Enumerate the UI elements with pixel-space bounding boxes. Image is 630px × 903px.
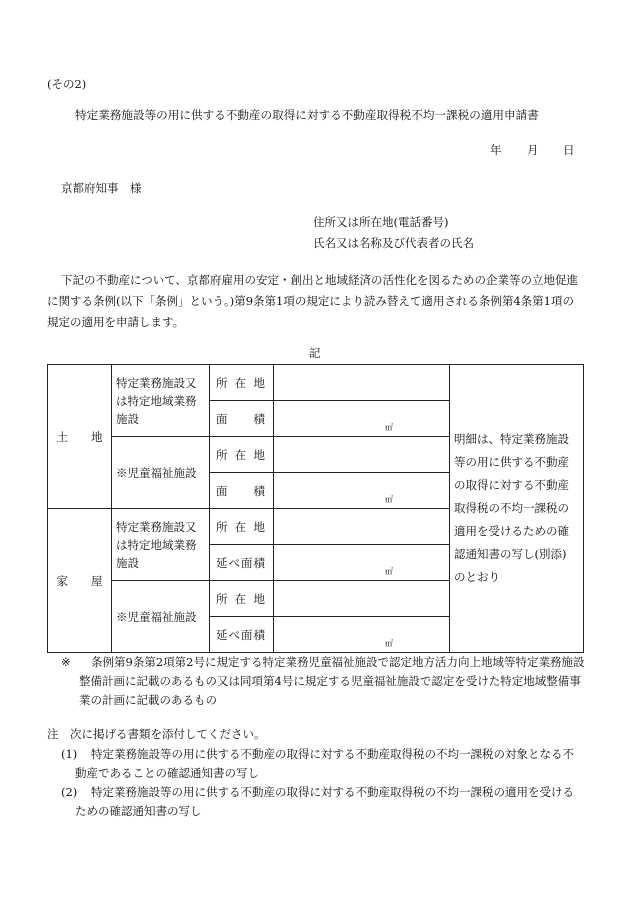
body-line-2: に関する条例(以下「条例」という。)第9条第1項の規定により読み替えて適用される条例第4条第1項の <box>47 294 574 308</box>
house-facility-location-value <box>274 509 450 545</box>
notes-heading: 注 次に掲げる書類を添付してください。 <box>47 727 266 741</box>
note-2-line-1: 特定業務施設等の用に供する不動産の取得に対する不動産取得税の不均一課税の適用を受ける <box>91 785 574 799</box>
page-title: 特定業務施設等の用に供する不動産の取得に対する不動産取得税不均一課税の適用申請書 <box>75 108 539 122</box>
house-facility-floor-area-value <box>274 545 450 581</box>
house-childcare-category: ※児童福祉施設 <box>112 581 210 653</box>
house-header: 家 屋 <box>48 509 112 653</box>
land-childcare-area-value <box>274 473 450 509</box>
unit-m2: ㎡ <box>385 567 393 576</box>
house-childcare-location-value <box>274 581 450 617</box>
body-line-3: 規定の適用を申請します。 <box>47 315 185 329</box>
note-2-line-2: ための確認通知書の写し <box>75 804 202 818</box>
land-facility-location-value <box>274 365 450 401</box>
note-1-line-1: 特定業務施設等の用に供する不動産の取得に対する不動産取得税の不均一課税の対象となる不 <box>91 747 574 761</box>
property-table <box>47 364 584 653</box>
unit-m2: ㎡ <box>385 423 393 432</box>
house-childcare-floor-area-value <box>274 617 450 653</box>
footnote-line-2: 整備計画に記載のあるもの又は同項第4号に規定する児童福祉施設で認定を受けた特定地域整備事 <box>79 674 581 688</box>
note-2-number: (2) <box>61 785 78 799</box>
house-childcare-floor-area-label: 延べ面積 <box>210 617 274 653</box>
note-1-line-2: 動産であることの確認通知書の写し <box>75 766 259 780</box>
land-facility-area-value <box>274 401 450 437</box>
land-childcare-location-value <box>274 437 450 473</box>
recipient: 京都府知事 様 <box>61 181 142 195</box>
land-header: 土 地 <box>48 365 112 509</box>
date-year: 年 <box>490 143 502 157</box>
land-childcare-area-label: 面積 <box>210 473 274 509</box>
land-facility-area-label: 面積 <box>210 401 274 437</box>
date-day: 日 <box>563 143 575 157</box>
applicant-address-label: 住所又は所在地(電話番号) <box>313 215 449 229</box>
house-facility-floor-area-label: 延べ面積 <box>210 545 274 581</box>
unit-m2: ㎡ <box>385 639 393 648</box>
land-childcare-location-label: 所在地 <box>210 437 274 473</box>
house-childcare-location-label: 所在地 <box>210 581 274 617</box>
ki-label: 記 <box>309 346 321 360</box>
land-facility-category: 特定業務施設又 は特定地域業務 施設 <box>112 365 210 437</box>
footnote-line-1: 条例第9条第2項第2号に規定する特定業務児童福祉施設で認定地方活力向上地域等特定業務施設 <box>91 655 585 669</box>
note-1-number: (1) <box>61 747 78 761</box>
detail-note: 明細は、特定業務施設 等の用に供する不動産 の取得に対する不動産 取得税の不均一課税の 適用を受けるための確 認通知書の写し(別添) のとおり <box>450 365 584 653</box>
footnote-mark: ※ <box>61 655 71 669</box>
land-childcare-category: ※児童福祉施設 <box>112 437 210 509</box>
date-month: 月 <box>527 143 539 157</box>
applicant-name-label: 氏名又は名称及び代表者の氏名 <box>313 236 474 250</box>
footnote-line-3: 業の計画に記載のあるもの <box>79 693 217 707</box>
sono-label: (その2) <box>47 77 87 91</box>
unit-m2: ㎡ <box>385 495 393 504</box>
body-line-1: 下記の不動産について、京都府雇用の安定・創出と地域経済の活性化を図るための企業等の立地促進 <box>61 273 579 287</box>
house-facility-location-label: 所在地 <box>210 509 274 545</box>
land-facility-location-label: 所在地 <box>210 365 274 401</box>
house-facility-category: 特定業務施設又 は特定地域業務 施設 <box>112 509 210 581</box>
